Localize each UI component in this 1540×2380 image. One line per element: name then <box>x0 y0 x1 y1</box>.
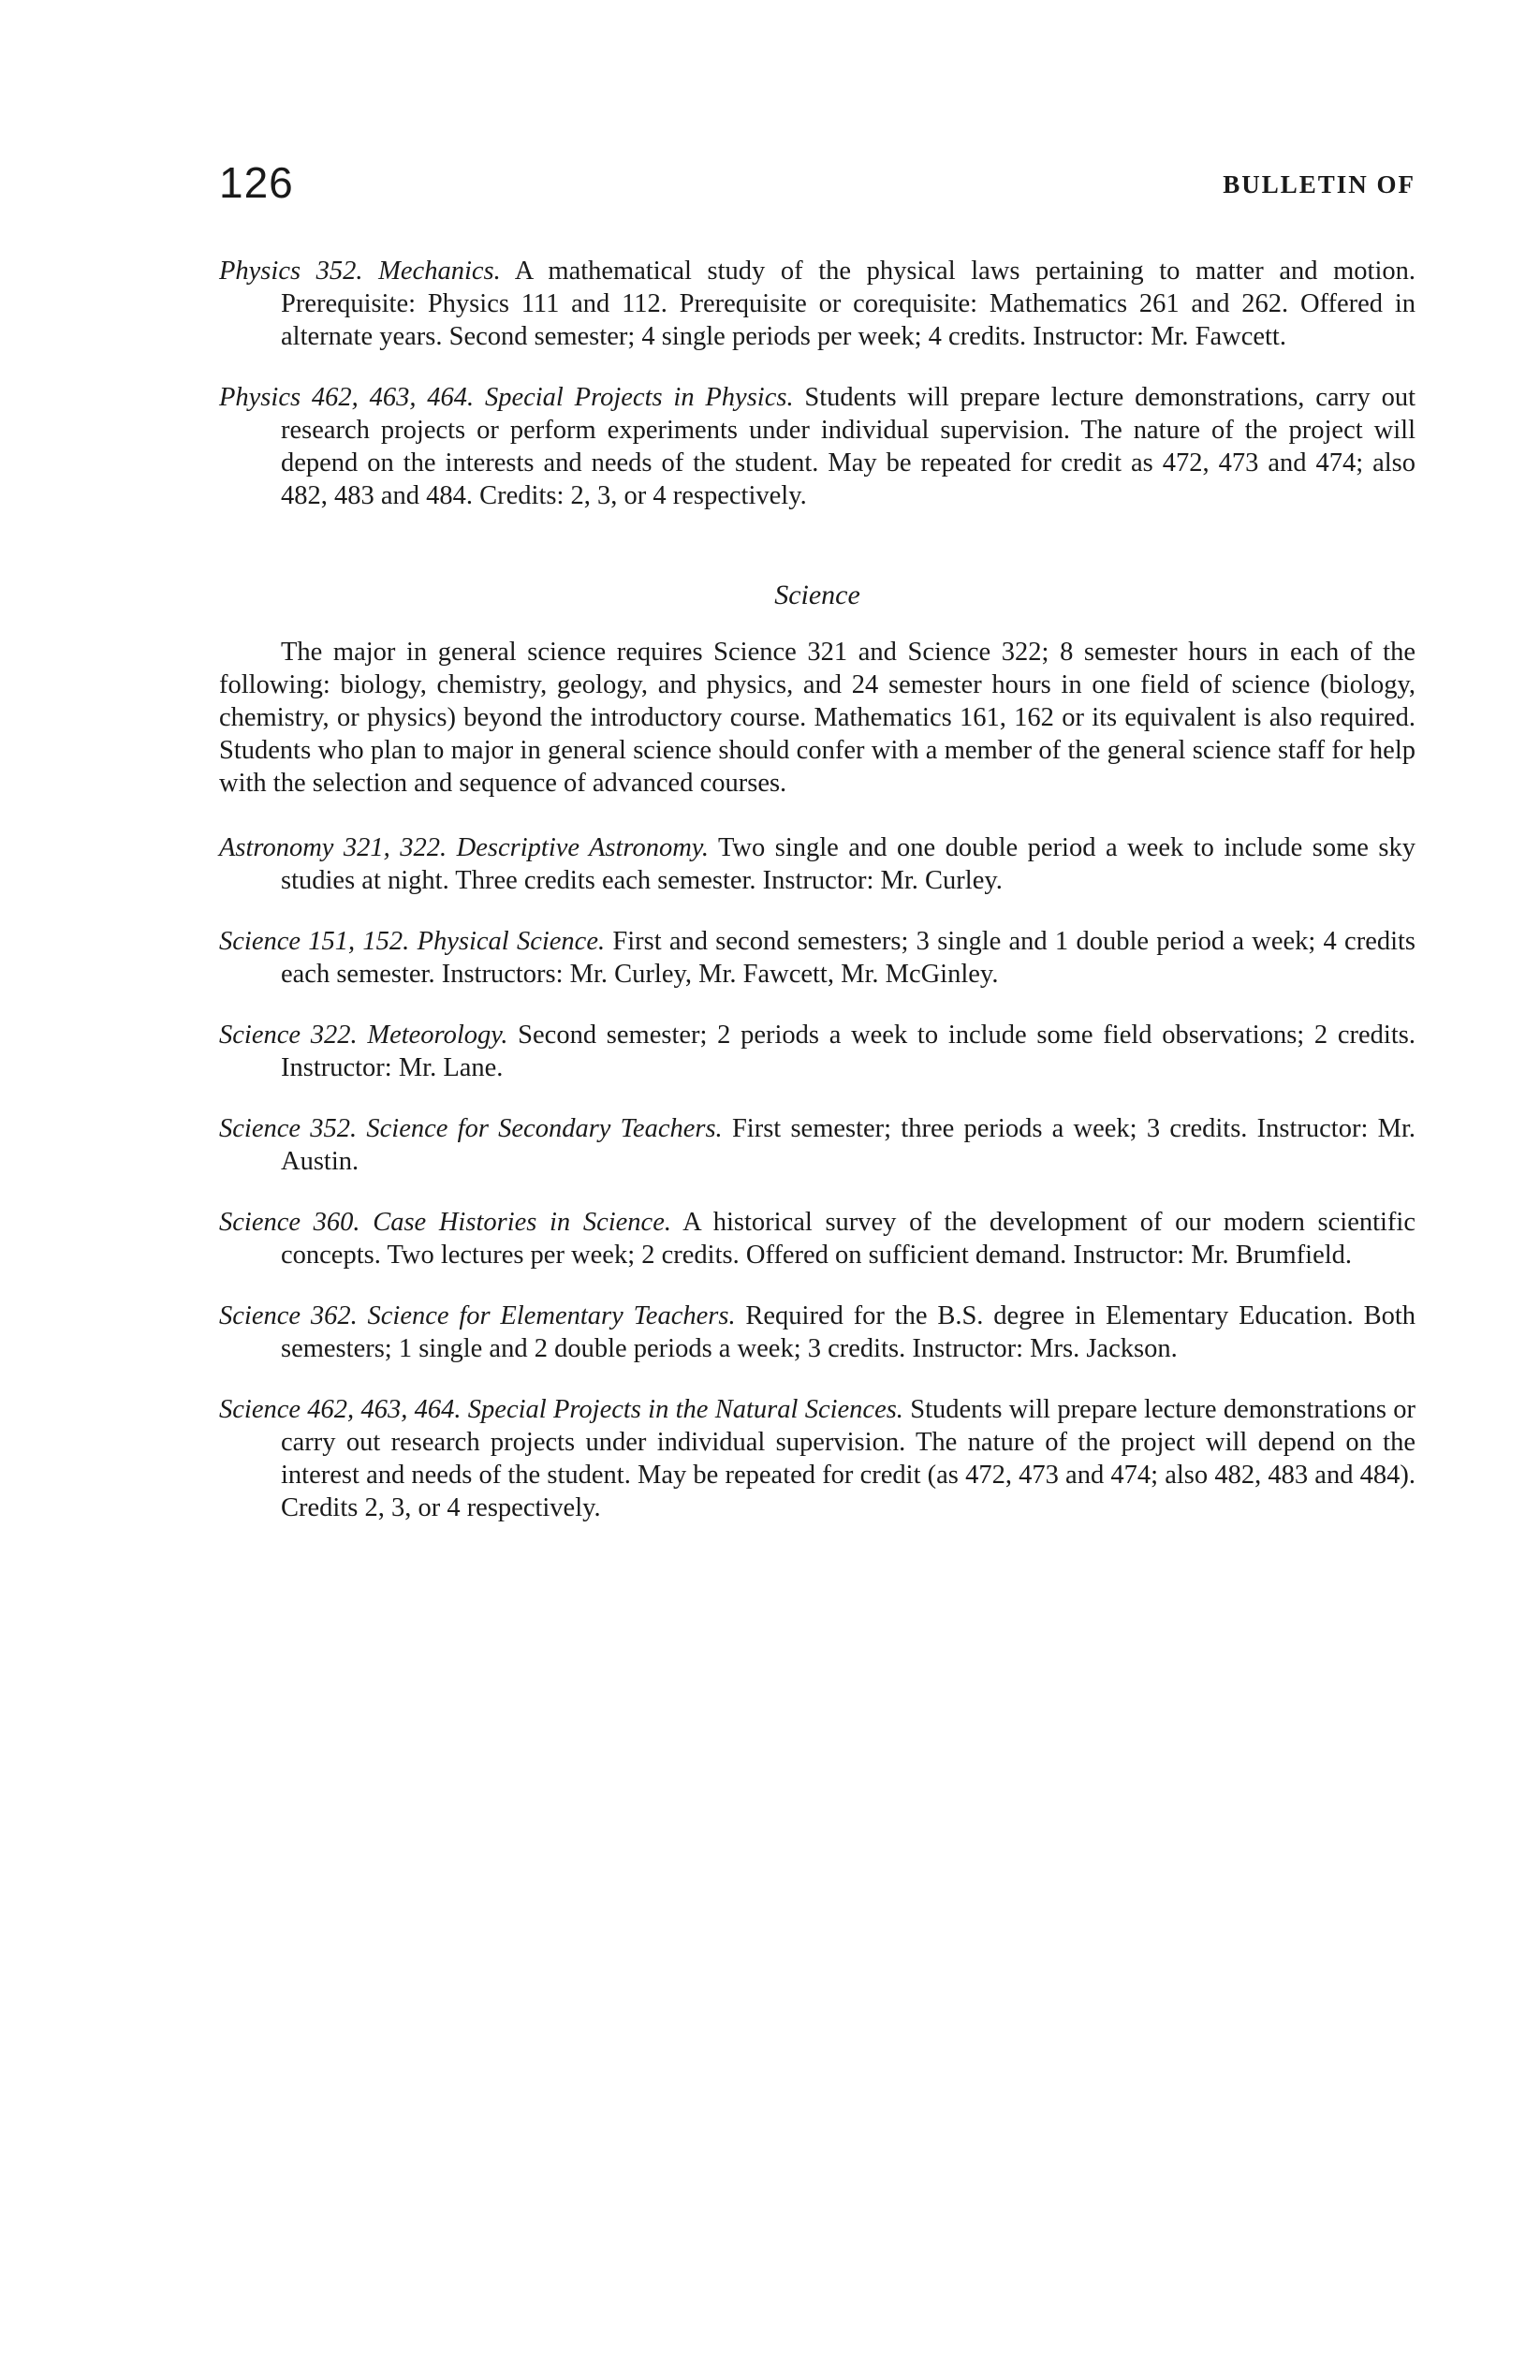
course-title: Physical Science. <box>417 927 606 956</box>
course-code: Physics 352. <box>219 257 363 286</box>
course-entry-science-151 <box>219 925 1415 991</box>
page-header <box>219 157 1415 213</box>
course-code: Astronomy 321, 322. <box>219 833 447 862</box>
course-entry-physics-352 <box>219 255 1415 353</box>
course-description: A mathematical study of the physical laws pertaining to matter and motion. Prerequisite: Physics 111 and 112. Prerequisite or corequisite: Mathematics 261 and 262. Offered in alternate years. Second semester; 4 single periods per week; 4 credits. Instructor: Mr. Fawcett. <box>281 257 1416 351</box>
course-description: First semester; three periods a week; 3 credits. Instructor: Mr. Austin. <box>281 1114 1416 1176</box>
course-title: Special Projects in the Natural Sciences. <box>467 1395 903 1424</box>
course-description: Two single and one double period a week to include some sky studies at night. Three credits each semester. Instructor: Mr. Curley. <box>281 833 1416 895</box>
course-code: Science 352. <box>219 1114 358 1143</box>
course-code: Science 462, 463, 464. <box>219 1395 462 1424</box>
course-code: Science 151, 152. <box>219 927 410 956</box>
course-title: Mechanics. <box>378 257 501 286</box>
course-title: Meteorology. <box>367 1021 508 1050</box>
course-description: Students will prepare lecture demonstrations, carry out research projects or perform experiments under individual supervision. The nature of the project will depend on the interests and needs of the student. May be repeated for credit as 472, 473 and 474; also 482, 483 and 484. Credits: 2, 3, or 4 respectively. <box>281 383 1415 510</box>
course-title: Case Histories in Science. <box>373 1208 671 1237</box>
course-description: Students will prepare lecture demonstrations or carry out research projects under individual supervision. The nature of the project will depend on the interest and needs of the student. May be repeated for credit (as 472, 473 and 474; also 482, 483 and 484). Credits 2, 3, or 4 respectively. <box>281 1395 1416 1522</box>
course-entry-astronomy-321 <box>219 831 1415 897</box>
running-head: BULLETIN OF <box>1223 170 1415 198</box>
course-description: A historical survey of the development of our modern scientific concepts. Two lectures per week; 2 credits. Offered on sufficient demand. Instructor: Mr. Brumfield. <box>281 1208 1415 1270</box>
course-entry-science-360 <box>219 1206 1415 1271</box>
course-code: Science 362. <box>219 1301 358 1330</box>
course-code: Science 360. <box>219 1208 360 1237</box>
course-entry-science-322 <box>219 1019 1415 1084</box>
course-entry-physics-462 <box>219 381 1415 512</box>
science-major-intro: The major in general science requires Science 321 and Science 322; 8 semester hours in each of the following: biology, chemistry, geology, and physics, and 24 semester hours in one field of science (biology, chemistry, or physics) beyond the introductory course. Mathematics 161, 162 or its equivalent is also required. Students who plan to major in general science should confer with a member of the general science staff for help with the selection and sequence of advanced courses. <box>219 638 1415 798</box>
course-title: Science for Secondary Teachers. <box>366 1114 723 1143</box>
section-heading-science: Science <box>774 580 860 610</box>
course-entry-science-362 <box>219 1300 1415 1365</box>
page-number: 126 <box>219 158 294 207</box>
course-code: Physics 462, 463, 464. <box>219 383 475 412</box>
page-content <box>219 255 1415 1552</box>
course-title: Special Projects in Physics. <box>484 383 794 412</box>
course-description: Second semester; 2 periods a week to include some field observations; 2 credits. Instructor: Mr. Lane. <box>281 1021 1415 1082</box>
course-title: Science for Elementary Teachers. <box>367 1301 736 1330</box>
course-entry-science-352 <box>219 1112 1415 1178</box>
course-code: Science 322. <box>219 1021 358 1050</box>
course-entry-science-462 <box>219 1393 1415 1524</box>
course-description: Required for the B.S. degree in Elementary Education. Both semesters; 1 single and 2 double periods a week; 3 credits. Instructor: Mrs. Jackson. <box>281 1301 1416 1363</box>
course-title: Descriptive Astronomy. <box>456 833 710 862</box>
course-description: First and second semesters; 3 single and 1 double period a week; 4 credits each semester. Instructors: Mr. Curley, Mr. Fawcett, Mr. McGinley. <box>281 927 1416 989</box>
